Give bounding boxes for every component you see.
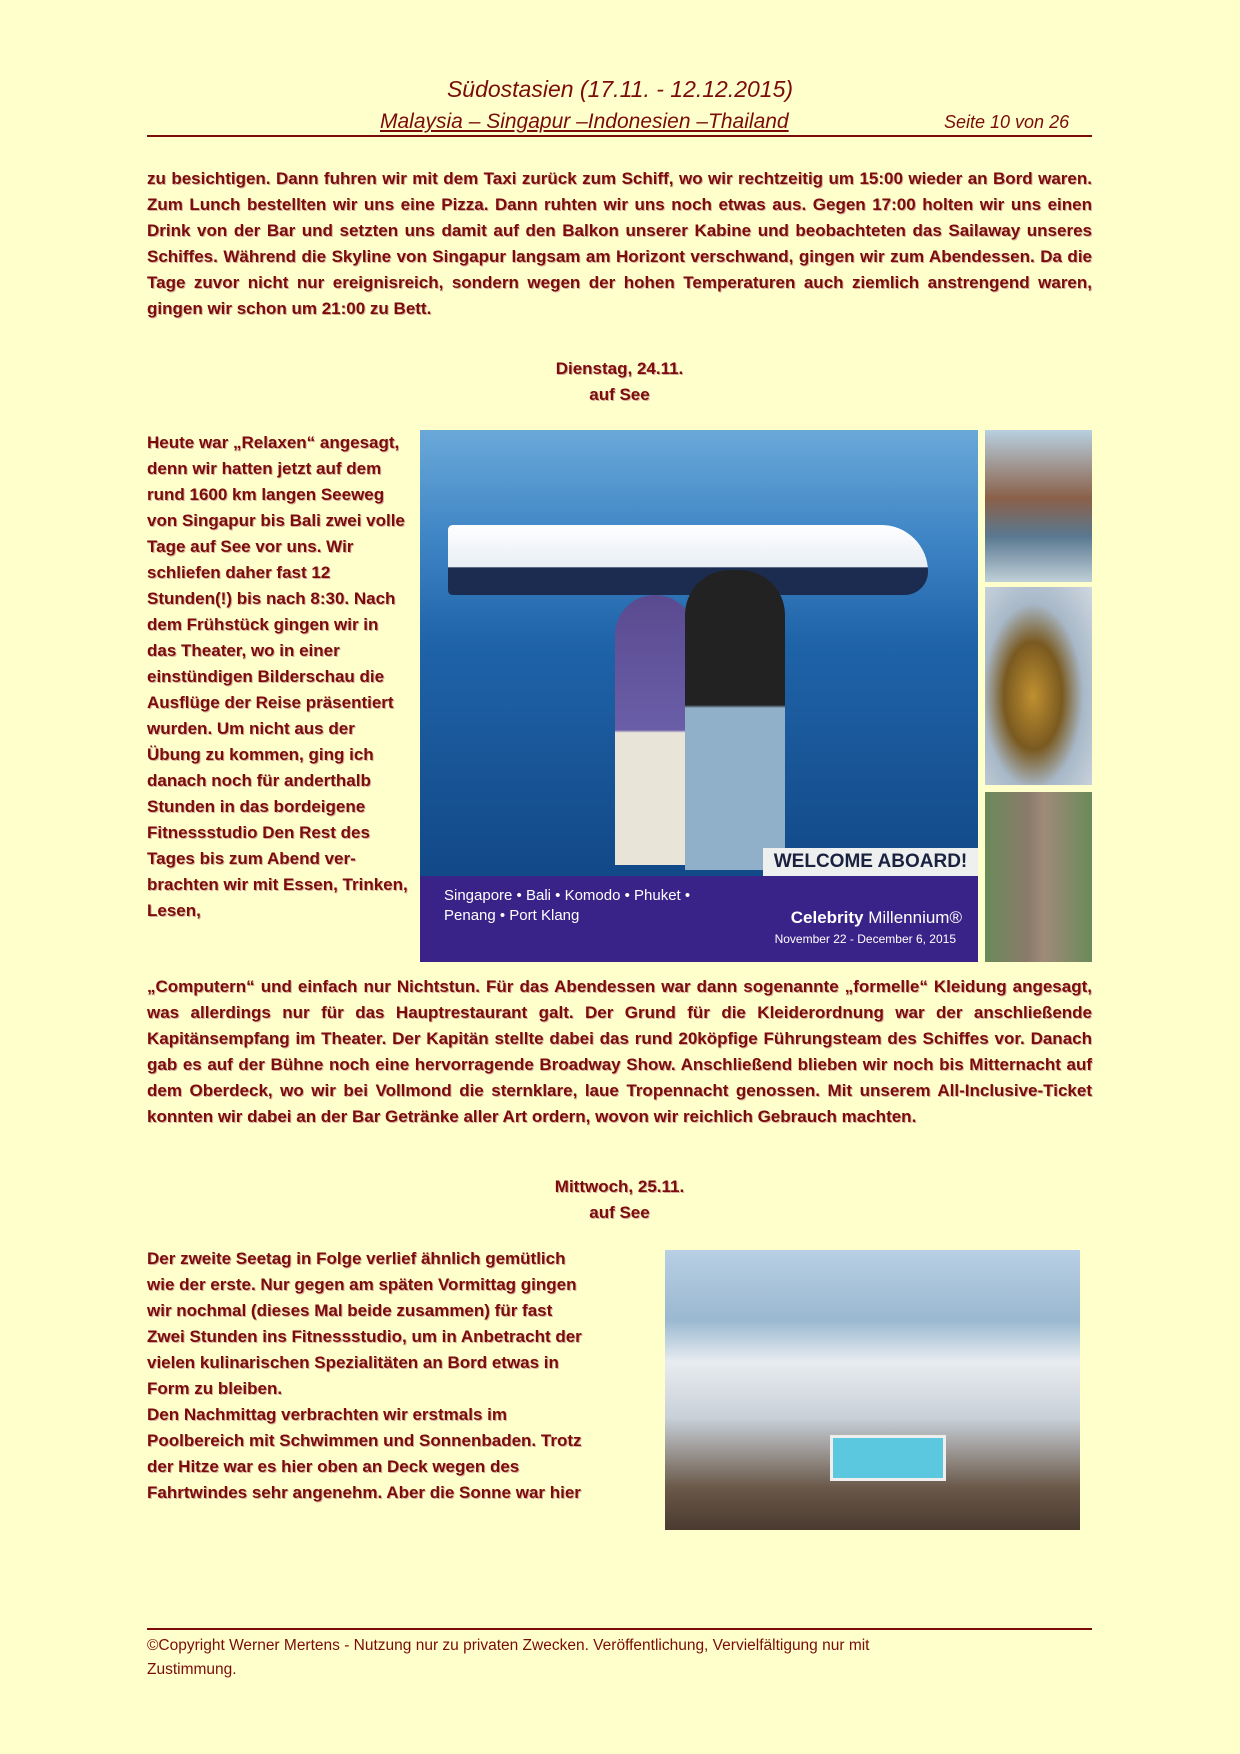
copyright-footer: [147, 1634, 1097, 1682]
day1-rest-paragraph: „Computern“ und einfach nur Nichtstun. Für das Abendessen war dann sogenannte „formelle“ Kleidung angesagt, was allerdings nur für das Hauptrestaurant galt. Der Grund für die Kleiderordnung war der anschließende Kapitänsempfang im Theater. Der Kapitän stellte dabei das rund 20köpfige Führungsteam des Schiffes vor. Danach gab es auf der Bühne noch eine hervorragende Broadway Show. Anschließend blieben wir noch bis Mitternacht auf dem Oberdeck, wo wir bei Vollmond die sternklare, laue Tropennacht genossen. Mit unserem All-Inclusive-Ticket konnten wir dabei an der Bar Getränke aller Art ordern, wovon wir reichlich Gebrauch machten.: [147, 977, 1092, 1126]
text-line: Der zweite Seetag in Folge verlief ähnlich gemütlich: [147, 1249, 566, 1268]
text-line: Zwei Stunden ins Fitnessstudio, um in Anbetracht der: [147, 1327, 582, 1346]
route-text: Singapore • Bali • Komodo • Phuket • Penang • Port Klang: [444, 887, 691, 924]
welcome-label: WELCOME ABOARD!: [763, 848, 978, 876]
intro-paragraph: zu besichtigen. Dann fuhren wir mit dem Taxi zurück zum Schiff, wo wir rechtzeitig um 15:00 wieder an Bord waren. Zum Lunch bestellten wir uns eine Pizza. Dann ruhten wir uns noch etwas aus. Gegen 17:00 holten wir uns einen Drink von der Bar und setzten uns damit auf den Balkon unserer Kabine und beobachteten das Sailaway unseres Schiffes. Während die Skyline von Singapur langsam am Horizont verschwand, gingen wir zum Abendessen. Da die Tage zuvor nicht nur ereignisreich, sondern wegen der hohen Temperaturen auch ziemlich anstrengend waren, gingen wir schon um 21:00 zu Bett.: [147, 169, 1092, 318]
pool-deck-photo: [665, 1250, 1080, 1530]
ship-brand: Celebrity: [790, 908, 864, 927]
document-title: Südostasien (17.11. - 12.12.2015): [446, 76, 794, 102]
dragon-statue-photo: [985, 587, 1092, 785]
woman-figure: [615, 595, 695, 865]
document-subtitle: Malaysia – Singapur –Indonesien –Thailand: [380, 110, 789, 133]
pool-shape: [830, 1435, 946, 1481]
palace-photo: [985, 430, 1092, 582]
header-rule: [147, 135, 1092, 137]
text-line: Form zu bleiben.: [147, 1379, 283, 1398]
text-line: Den Nachmittag verbrachten wir erstmals im: [147, 1405, 507, 1424]
day2-section: [147, 1246, 1092, 1530]
ship-name: [791, 908, 962, 928]
day2-date: Mittwoch, 25.11.: [554, 1177, 685, 1196]
text-line: vielen kulinarischen Spezialitäten an Bord etwas in: [147, 1353, 559, 1372]
text-line: wir nochmal (dieses Mal beide zusammen) für fast: [147, 1301, 553, 1320]
cruise-dates: November 22 - December 6, 2015: [774, 932, 956, 946]
day1-column-text: Heute war „Relaxen“ angesagt, denn wir hatten jetzt auf dem rund 1600 km langen Seeweg von Singapur bis Bali zwei volle Tage auf See vor uns. Wir schliefen daher fast 12 Stunden(!) bis nach 8:30. Nach dem Frühstück gingen wir in das Theater, wo in einer einstündigen Bilderschau die Ausflüge der Reise präsentiert wurden. Um nicht aus der Übung zu kommen, ging ich danach noch für anderthalb Stunden in das bordeigene Fitnessstudio Den Rest des Tages bis zum Abend ver-brachten wir mit Essen, Trinken, Lesen,: [147, 433, 408, 920]
side-photos: [985, 430, 1092, 962]
text-line: wie der erste. Nur gegen am späten Vormittag gingen: [147, 1275, 577, 1294]
day2-place: auf See: [589, 1203, 650, 1222]
day1-section: [147, 430, 1092, 962]
welcome-aboard-photo: [420, 430, 978, 962]
footer-rule: [147, 1628, 1092, 1630]
document-body: [147, 166, 1092, 1530]
ship-shape: [448, 525, 928, 595]
text-line: Poolbereich mit Schwimmen und Sonnenbaden. Trotz: [147, 1431, 582, 1450]
day2-text: [147, 1246, 652, 1506]
text-line: Fahrtwindes sehr angenehm. Aber die Sonne war hier: [147, 1483, 581, 1502]
footer-line: ©Copyright Werner Mertens - Nutzung nur zu privaten Zwecken. Veröffentlichung, Vervielfältigung nur mit: [147, 1637, 870, 1654]
ship-model: Millennium®: [868, 908, 962, 927]
day1-place: auf See: [589, 385, 650, 404]
photo-banner: [420, 876, 978, 962]
man-figure: [685, 570, 785, 870]
pagoda-photo: [985, 792, 1092, 962]
footer-line: Zustimmung.: [147, 1661, 237, 1678]
page-number: Seite 10 von 26: [944, 112, 1070, 132]
text-line: der Hitze war es hier oben an Deck wegen des: [147, 1457, 520, 1476]
day1-date: Dienstag, 24.11.: [555, 359, 684, 378]
